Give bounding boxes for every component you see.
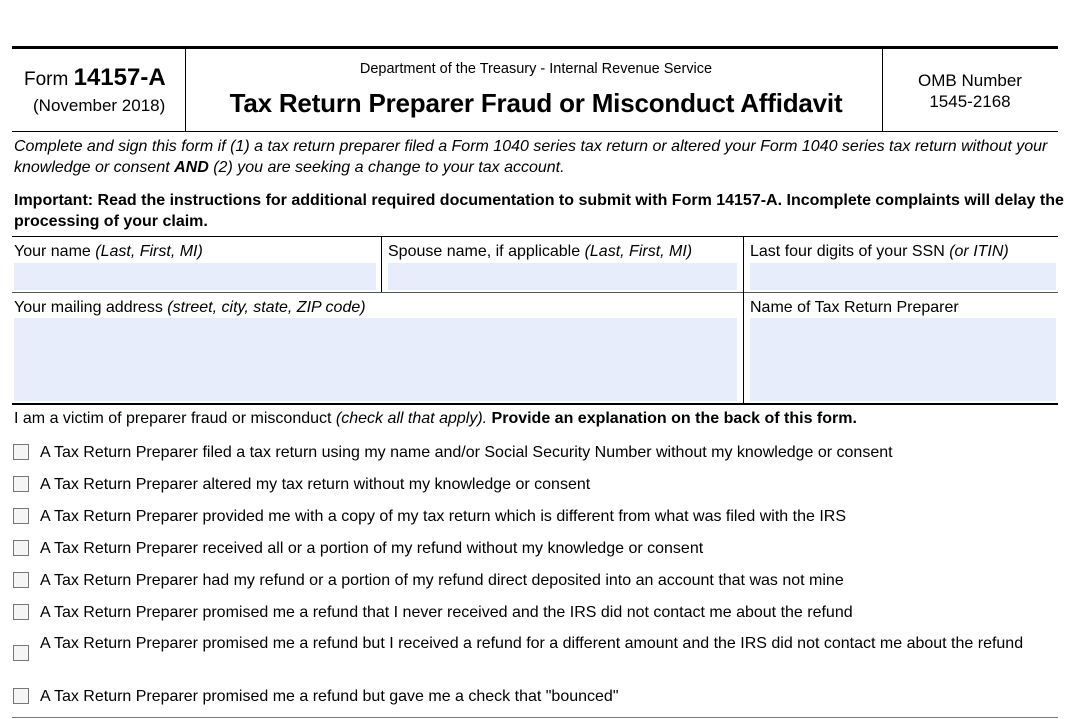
checkbox[interactable] bbox=[13, 688, 29, 704]
checkbox[interactable] bbox=[13, 572, 29, 588]
intro-text bbox=[14, 136, 1064, 178]
checkbox[interactable] bbox=[13, 444, 29, 460]
omb-block bbox=[886, 70, 1054, 112]
checkbox-label: A Tax Return Preparer altered my tax return without my knowledge or consent bbox=[40, 476, 591, 493]
fields-bottom-rule bbox=[12, 403, 1058, 405]
your-name-label-text: Your name bbox=[14, 243, 96, 260]
header-bottom-rule bbox=[12, 131, 1058, 132]
checkbox-label: A Tax Return Preparer received all or a portion of my refund without my knowledge or consent bbox=[40, 540, 704, 557]
checkbox-label: A Tax Return Preparer provided me with a copy of my tax return which is different from what was filed with the IRS bbox=[40, 508, 846, 525]
your-name-field[interactable] bbox=[14, 263, 376, 290]
page-title: Tax Return Preparer Fraud or Misconduct Affidavit bbox=[229, 88, 843, 118]
intro-part2: (2) you are seeking a change to your tax account. bbox=[208, 159, 565, 176]
ssn-hint: (or ITIN) bbox=[949, 243, 1009, 260]
address-label bbox=[14, 298, 366, 318]
ssn-label-text: Last four digits of your SSN bbox=[750, 243, 950, 260]
address-field[interactable] bbox=[14, 318, 737, 401]
preparer-name-label: Name of Tax Return Preparer bbox=[750, 299, 959, 316]
important-notice: Important: Read the instructions for additional required documentation to submit with Form 14157-A. Incomplete complaints will delay the processing of your claim. bbox=[14, 192, 1064, 230]
form-number: 14157-A bbox=[73, 64, 166, 91]
spouse-name-hint: (Last, First, MI) bbox=[584, 243, 693, 260]
agency-name: Department of the Treasury - Internal Revenue Service bbox=[359, 61, 713, 77]
checkbox-label: A Tax Return Preparer promised me a refund but gave me a check that "bounced" bbox=[40, 688, 619, 705]
address-label-text: Your mailing address bbox=[14, 299, 168, 316]
checkbox-label: A Tax Return Preparer promised me a refund that I never received and the IRS did not contact me about the refund bbox=[40, 604, 853, 621]
victim-hint: (check all that apply). bbox=[335, 410, 488, 427]
checkbox[interactable] bbox=[13, 508, 29, 524]
top-rule bbox=[12, 46, 1058, 49]
victim-lead: I am a victim of preparer fraud or misconduct bbox=[14, 410, 336, 427]
victim-instruction: Provide an explanation on the back of this form. bbox=[487, 410, 857, 427]
checkbox[interactable] bbox=[13, 540, 29, 556]
omb-number: 1545-2168 bbox=[929, 92, 1011, 111]
field-divider-2 bbox=[743, 237, 744, 403]
field-divider-1 bbox=[381, 237, 382, 292]
ssn-label bbox=[750, 242, 1009, 262]
your-name-hint: (Last, First, MI) bbox=[95, 243, 203, 260]
address-hint: (street, city, state, ZIP code) bbox=[167, 299, 366, 316]
form-revision-date: (November 2018) bbox=[33, 96, 166, 115]
checkbox[interactable] bbox=[13, 645, 29, 661]
preparer-name-field[interactable] bbox=[750, 318, 1056, 401]
spouse-name-label-text: Spouse name, if applicable bbox=[388, 243, 585, 260]
checkbox-label: A Tax Return Preparer promised me a refund but I received a refund for a different amount and the IRS did not contact me about the refund bbox=[40, 635, 1024, 652]
form-word: Form bbox=[24, 69, 69, 90]
omb-label: OMB Number bbox=[918, 71, 1022, 90]
intro-and: AND bbox=[174, 159, 209, 176]
spouse-name-field[interactable] bbox=[388, 263, 737, 290]
intro-part1: Complete and sign this form if (1) a tax return preparer filed a Form 1040 series tax return or altered your Form 1040 series tax return without your knowledge or consent bbox=[14, 138, 1048, 176]
fields-middle-rule bbox=[12, 292, 1058, 293]
form-number-label bbox=[24, 64, 166, 92]
checkbox[interactable] bbox=[13, 476, 29, 492]
checkbox-label: A Tax Return Preparer had my refund or a portion of my refund direct deposited into an account that was not mine bbox=[40, 572, 844, 589]
bottom-rule bbox=[12, 717, 1058, 718]
header-divider-left bbox=[185, 49, 186, 132]
fields-top-rule bbox=[12, 236, 1058, 237]
victim-statement bbox=[14, 410, 857, 428]
checkbox[interactable] bbox=[13, 604, 29, 620]
ssn-field[interactable] bbox=[750, 263, 1056, 290]
your-name-label bbox=[14, 242, 203, 262]
spouse-name-label bbox=[388, 242, 692, 262]
header-divider-right bbox=[882, 49, 883, 132]
checkbox-label: A Tax Return Preparer filed a tax return using my name and/or Social Security Number without my knowledge or consent bbox=[40, 444, 893, 461]
